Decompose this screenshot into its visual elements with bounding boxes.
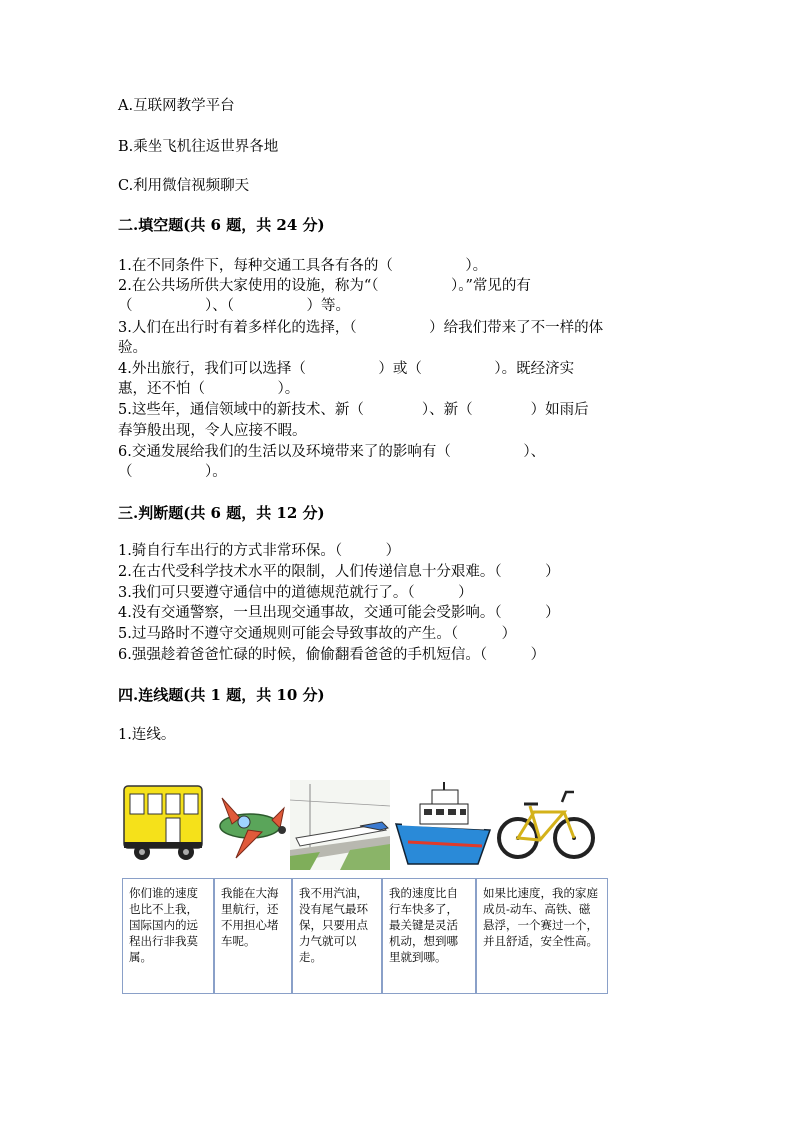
bicycle-image <box>496 780 596 870</box>
judge-question-5: 5.过马路时不遵守交通规则可能会导致事故的产生。（ ） <box>118 626 517 642</box>
airplane-image <box>210 780 292 870</box>
matching-box-2: 我能在大海里航行，还不用担心堵车呢。 <box>214 878 292 994</box>
matching-question-1: 1.连线。 <box>118 727 176 743</box>
section-heading-fill-blank: 二.填空题(共 6 题，共 24 分) <box>118 216 325 234</box>
fill-question-6: 6.交通发展给我们的生活以及环境带来了的影响有（ ）、 <box>118 444 546 460</box>
fill-question-2-cont: （ ）、（ ）等。 <box>118 298 350 314</box>
matching-box-4: 我的速度比自行车快多了，最关键是灵活机动，想到哪里就到哪。 <box>382 878 476 994</box>
train-image <box>290 780 390 870</box>
option-c: C.利用微信视频聊天 <box>118 178 250 194</box>
judge-question-2: 2.在古代受科学技术水平的限制，人们传递信息十分艰难。（ ） <box>118 564 560 580</box>
matching-box-1: 你们谁的速度也比不上我，国际国内的远程出行非我莫属。 <box>122 878 214 994</box>
judge-question-6: 6.强强趁着爸爸忙碌的时候，偷偷翻看爸爸的手机短信。（ ） <box>118 647 546 663</box>
judge-question-1: 1.骑自行车出行的方式非常环保。（ ） <box>118 543 401 559</box>
fill-question-5: 5.这些年，通信领域中的新技术、新（ ）、新（ ）如雨后 <box>118 402 589 418</box>
fill-question-2: 2.在公共场所供大家使用的设施，称为“（ ）。”常见的有 <box>118 278 531 294</box>
ship-image <box>392 780 494 870</box>
judge-question-3: 3.我们可只要遵守通信中的道德规范就行了。（ ） <box>118 585 473 601</box>
option-b: B.乘坐飞机往返世界各地 <box>118 139 279 155</box>
fill-question-3-cont: 验。 <box>118 340 147 356</box>
option-a: A.互联网教学平台 <box>118 98 235 114</box>
fill-question-6-cont: （ ）。 <box>118 464 227 480</box>
section-heading-true-false: 三.判断题(共 6 题，共 12 分) <box>118 504 325 522</box>
matching-box-3: 我不用汽油，没有尾气最环保，只要用点力气就可以走。 <box>292 878 382 994</box>
fill-question-3: 3.人们在出行时有着多样化的选择，（ ）给我们带来了不一样的体 <box>118 320 604 336</box>
fill-question-5-cont: 春笋般出现，令人应接不暇。 <box>118 423 307 439</box>
judge-question-4: 4.没有交通警察，一旦出现交通事故，交通可能会受影响。（ ） <box>118 605 560 621</box>
fill-question-4: 4.外出旅行，我们可以选择（ ）或（ ）。既经济实 <box>118 361 575 377</box>
fill-question-4-cont: 惠，还不怕（ ）。 <box>118 381 300 397</box>
section-heading-matching: 四.连线题(共 1 题，共 10 分) <box>118 686 325 704</box>
fill-question-1: 1.在不同条件下，每种交通工具各有各的（ ）。 <box>118 258 488 274</box>
bus-image <box>120 780 208 870</box>
matching-box-5: 如果比速度，我的家庭成员-动车、高铁、磁悬浮，一个赛过一个，并且舒适，安全性高。 <box>476 878 608 994</box>
